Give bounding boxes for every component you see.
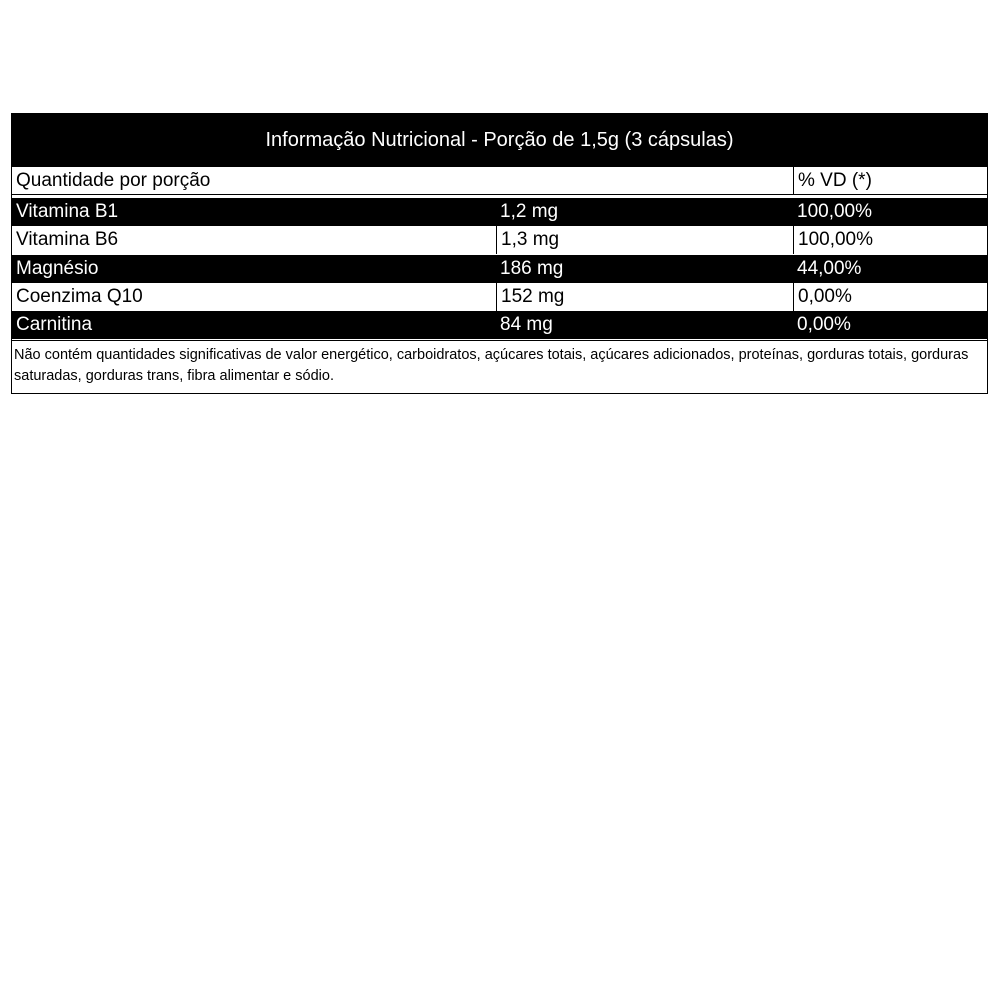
nutrient-vd: 0,00% [793, 283, 987, 311]
nutrient-amount: 84 mg [500, 314, 553, 335]
nutrient-amount: 1,2 mg [500, 201, 559, 222]
table-header-row [12, 167, 987, 195]
nutrient-name: Coenzima Q10 [16, 286, 143, 307]
header-quantity-label: Quantidade por porção [16, 170, 211, 191]
table-title: Informação Nutricional - Porção de 1,5g (3 cápsulas) [12, 114, 987, 167]
nutrient-name: Vitamina B1 [16, 201, 119, 222]
table-row [12, 255, 987, 283]
nutrient-vd: 44,00% [797, 258, 862, 279]
table-row [12, 198, 987, 226]
nutrient-amount: 152 mg [496, 283, 793, 311]
nutrient-name: Carnitina [16, 314, 93, 335]
nutrient-vd: 100,00% [793, 226, 987, 254]
nutrient-vd: 0,00% [797, 314, 851, 335]
table-row [12, 311, 987, 339]
nutrient-amount: 186 mg [500, 258, 564, 279]
nutrient-vd: 100,00% [797, 201, 873, 222]
table-row [12, 283, 987, 311]
nutrition-facts-table [11, 113, 988, 394]
table-footnote: Não contém quantidades significativas de valor energético, carboidratos, açúcares totais, açúcares adicionados, proteínas, gorduras totais, gorduras saturadas, gorduras trans, fibra alimentar e sódio. [12, 340, 987, 387]
nutrient-amount: 1,3 mg [496, 226, 793, 254]
nutrient-name: Magnésio [16, 258, 99, 279]
header-vd-label: % VD (*) [793, 167, 987, 195]
nutrient-name: Vitamina B6 [16, 229, 119, 250]
table-row [12, 226, 987, 254]
